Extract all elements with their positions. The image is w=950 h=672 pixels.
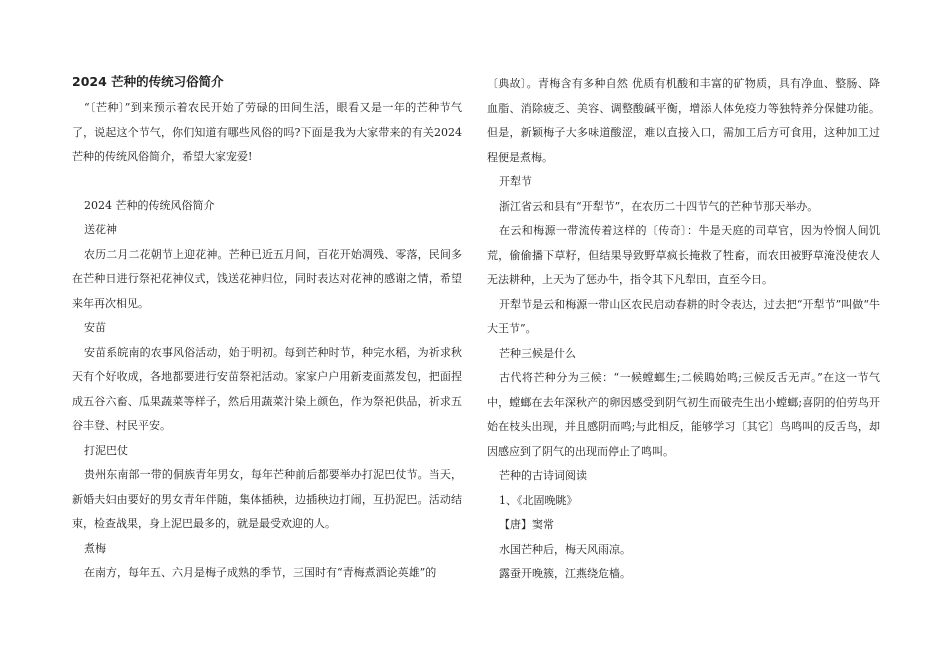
poem-title: 1、《北固晚眺》 <box>499 493 578 507</box>
intro-paragraph: “〔芒种〕”到来预示着农民开始了劳碌的田间生活，眼看又是一年的芒种节气了，说起这个节气，你们知道有哪些风俗的吗?下面是我为大家带来的有关2024 芒种的传统风俗简介，希望大家宠爱! <box>72 101 462 163</box>
paragraph: 安苗系皖南的农事风俗活动，始于明初。每到芒种时节，种完水稻，为祈求秋天有个好收成，各地都要进行安苗祭祀活动。家家户户用新麦面蒸发包，把面捏成五谷六畜、瓜果蔬菜等样子，然后用蔬菜汁染上颜色，作为祭祀供品，祈求五谷丰登、村民平安。 <box>72 345 462 432</box>
document-title: 2024 芒种的传统习俗简介 <box>72 74 224 89</box>
paragraph: 浙江省云和县有“开犁节”，在农历二十四节气的芒种节那天举办。 <box>499 199 819 213</box>
paragraph: 贵州东南部一带的侗族青年男女，每年芒种前后都要举办打泥巴仗节。当天，新婚夫妇由要好的男女青年伴随，集体插秧，边插秧边打闹，互扔泥巴。活动结束，检查战果，身上泥巴最多的，就是最受欢迎的人。 <box>72 468 462 530</box>
right-column <box>487 72 880 587</box>
poem-author: 【唐】窦常 <box>499 518 554 531</box>
paragraph: 古代将芒种分为三候：“一候螳螂生;二候鵙始鸣;三候反舌无声。”在这一节气中，螳螂在去年深秋产的卵因感受到阴气初生而破壳生出小螳螂;喜阴的伯劳鸟开始在枝头出现，并且感阴而鸣;与此相反，能够学习〔其它〕鸟鸣叫的反舌鸟，却因感应到了阴气的出现而停止了鸣叫。 <box>487 371 880 458</box>
subheading-mud-fight: 打泥巴仗 <box>84 443 128 457</box>
spacer <box>72 170 462 194</box>
section-heading: 2024 芒种的传统风俗简介 <box>84 198 215 212</box>
poem-line: 露蚕开晚簇，江燕绕危樯。 <box>499 567 631 580</box>
paragraph: 〔典故〕。青梅含有多种自然 优质有机酸和丰富的矿物质，具有净血、整肠、降血脂、消除疲乏、美容、调整酸碱平衡，增添人体免疫力等独特养分保健功能。但是，新颖梅子大多味道酸涩，难以直接入口，需加工后方可食用，这种加工过程便是煮梅。 <box>487 77 880 164</box>
subheading-three-phases: 芒种三候是什么 <box>499 346 576 360</box>
paragraph: 农历二月二花朝节上迎花神。芒种已近五月间，百花开始凋残、零落，民间多在芒种日进行祭祀花神仪式，饯送花神归位，同时表达对花神的感谢之情，希望来年再次相见。 <box>72 247 462 310</box>
subheading-flower-god: 送花神 <box>84 223 117 236</box>
subheading-plough-festival: 开犁节 <box>499 175 532 188</box>
subheading-poetry: 芒种的古诗词阅读 <box>499 469 587 482</box>
left-column <box>72 72 462 586</box>
subheading-anmiao: 安苗 <box>84 321 106 334</box>
paragraph: 开犁节是云和梅源一带山区农民启动春耕的时令表达，过去把“开犁节”叫做“牛大王节”。 <box>487 297 880 335</box>
paragraph: 在云和梅源一带流传着这样的〔传奇〕：牛是天庭的司草官，因为怜悯人间饥荒，偷偷播下草籽，但结果导致野草疯长掩救了牲畜，而农田被野草淹没使农人无法耕种，上天为了惩办牛，指令其下凡犁田，直至今日。 <box>487 224 880 286</box>
paragraph: 在南方，每年五、六月是梅子成熟的季节，三国时有“青梅煮酒论英雄”的 <box>84 566 437 579</box>
poem-line: 水国芒种后，梅天风雨凉。 <box>499 542 631 556</box>
subheading-boil-plum: 煮梅 <box>84 541 106 555</box>
